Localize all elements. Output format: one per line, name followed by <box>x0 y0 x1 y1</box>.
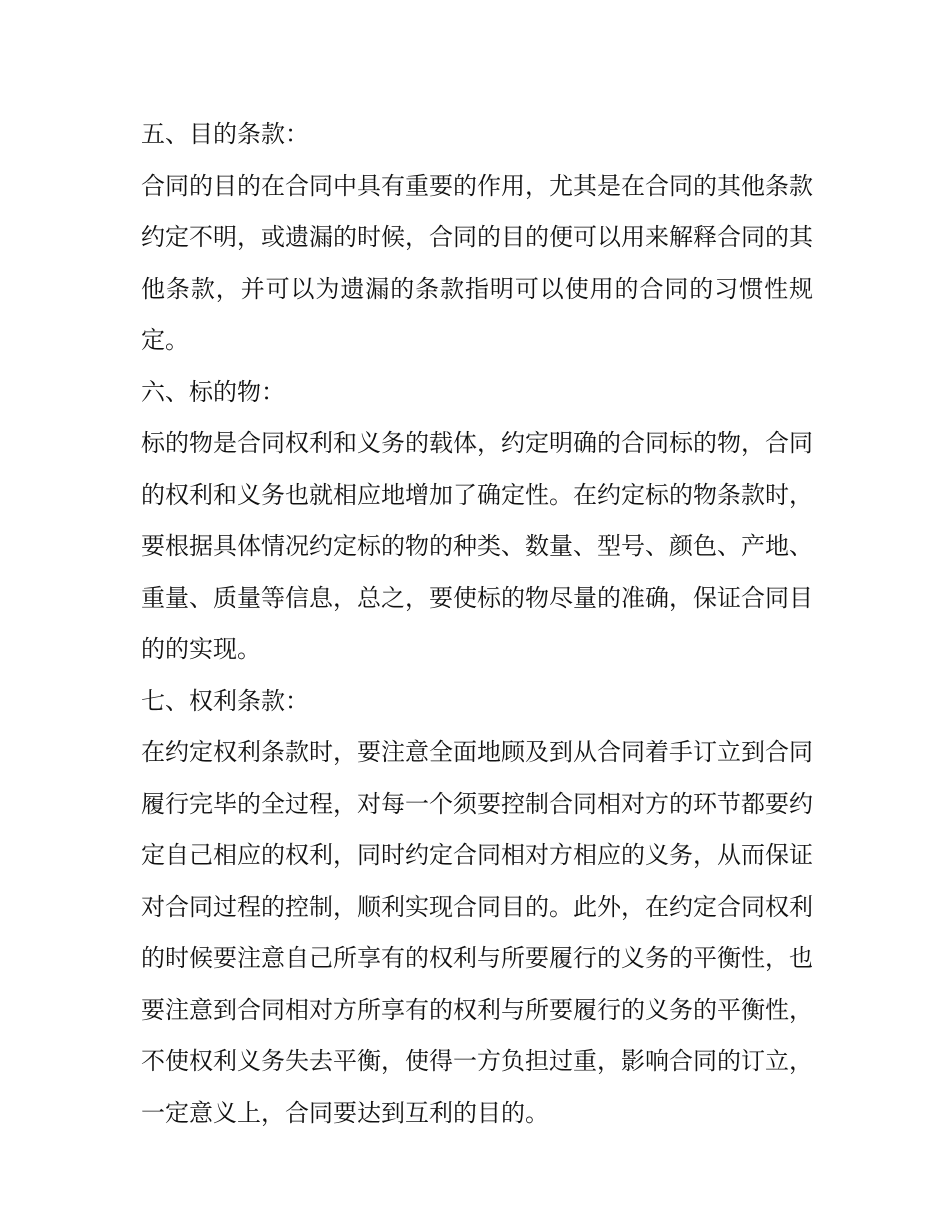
section-rights-clause <box>141 676 813 1140</box>
section-paragraph: 在约定权利条款时，要注意全面地顾及到从合同着手订立到合同履行完毕的全过程，对每一个须要控制合同相对方的环节都要约定自己相应的权利，同时约定合同相对方相应的义务，从而保证对合同过程的控制，顺利实现合同目的。此外，在约定合同权利的时候要注意自己所享有的权利与所要履行的义务的平衡性，也要注意到合同相对方所享有的权利与所要履行的义务的平衡性，不使权利义务失去平衡，使得一方负担过重，影响合同的订立，一定意义上，合同要达到互利的目的。 <box>141 738 813 1127</box>
section-heading: 六、标的物： <box>141 377 285 406</box>
section-purpose-clause <box>141 109 813 367</box>
section-paragraph: 合同的目的在合同中具有重要的作用，尤其是在合同的其他条款约定不明，或遗漏的时候，合同的目的便可以用来解释合同的其他条款，并可以为遗漏的条款指明可以使用的合同的习惯性规定。 <box>141 171 813 354</box>
section-subject-matter <box>141 367 813 676</box>
section-heading: 五、目的条款： <box>141 120 309 148</box>
section-heading: 七、权利条款： <box>141 686 309 715</box>
document-body <box>141 109 813 1139</box>
section-paragraph: 标的物是合同权利和义务的载体，约定明确的合同标的物，合同的权利和义务也就相应地增加了确定性。在约定标的物条款时，要根据具体情况约定标的物的种类、数量、型号、颜色、产地、重量、质量等信息，总之，要使标的物尽量的准确，保证合同目的的实现。 <box>141 429 813 663</box>
